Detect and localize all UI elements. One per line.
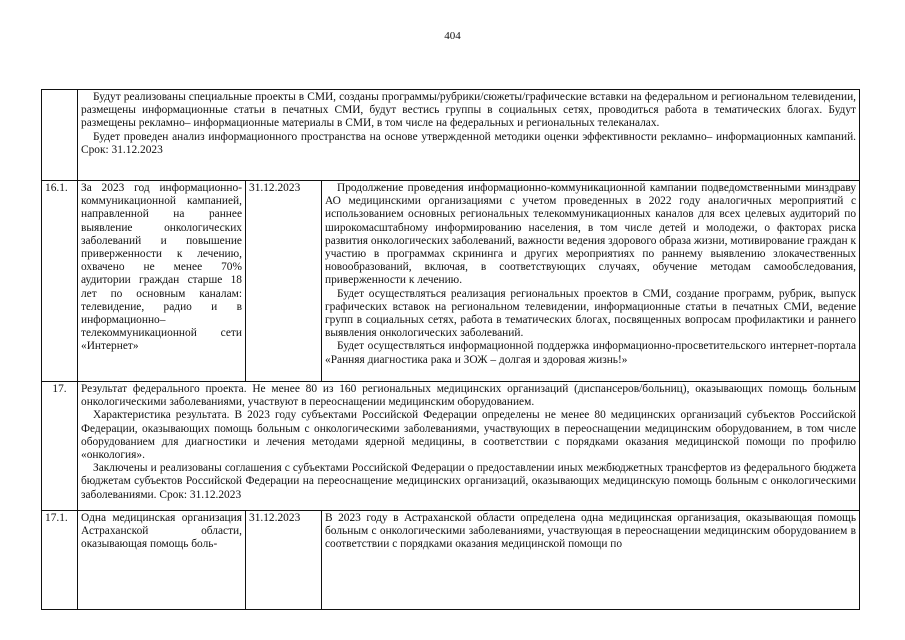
table-row-16-1 xyxy=(42,181,860,382)
row-number: 16.1. xyxy=(42,181,78,382)
measures-table xyxy=(41,89,860,610)
description-paragraph-1: Продолжение проведения информационно-коммуникационной кампании подведомственными минздраву АО медицинскими организациями с учетом проведенных в 2022 году аналогичных мероприятий с использованием основных региональных телекоммуникационных каналов для всех целевых аудиторий по широкомасштабному информированию населения, в том числе детей и молодежи, о факторах риска развития онкологических заболеваний, важности ведения здорового образа жизни, мотивирование граждан к участию в программах скрининга и других мероприятиях по раннему выявлению злокачественных новообразований, включая, в соответствующих случаях, обучение методам самообследования, приверженности к лечению. xyxy=(325,182,857,287)
description-paragraph-3: Будет осуществляться информационной поддержка информационно-просветительского интернет-портала «Ранняя диагностика рака и ЗОЖ – долгая и здоровая жизнь!» xyxy=(325,340,857,366)
table-row-17-1 xyxy=(42,511,860,610)
result-paragraph-1: Результат федерального проекта. Не менее 80 из 160 региональных медицинских организаций (диспансеров/больниц), оказывающих помощь больным онкологическими заболеваниями, участвуют в переоснащении медицинским оборудованием. xyxy=(81,383,857,409)
row-number: 17. xyxy=(42,382,78,511)
row-number-cell-empty xyxy=(42,90,78,181)
description-paragraph-2: Будет осуществляться реализация региональных проектов в СМИ, создание программ, рубрик, выпуск графических вставок на региональном телевидении, информационные статьи в печатных СМИ, ведение групп в социальных сетях, работа в тематических блогах, посвященных вопросам профилактики и раннего выявления онкологических заболеваний. xyxy=(325,287,857,340)
result-paragraph-2: Характеристика результата. В 2023 году субъектами Российской Федерации определены не менее 80 медицинских организаций субъектов Российской Федерации, оказывающих помощь больным с онкологическими заболеваниями, участвующих в переоснащении медицинским оборудованием, в том числе оборудованием для диагностики и лечения методами ядерной медицины, в соответствии с порядками оказания медицинской помощи по профилю «онкология». xyxy=(81,409,857,462)
indicator-text: За 2023 год информационно-коммуникационной кампанией, направленной на раннее выявление онкологических заболеваний и повышение приверженности к лечению, охвачено не менее 70% аудитории граждан старше 18 лет по основным каналам: телевидение, радио и в информационно– телекоммуникационной сети «Интернет» xyxy=(81,182,242,353)
description-paragraph-1: В 2023 году в Астраханской области определена одна медицинская организация, оказывающая помощь больным с онкологическими заболеваниями, участвующая в переоснащении медицинским оборудованием в соответствии с порядками оказания медицинской помощи по xyxy=(325,512,857,551)
indicator-cell xyxy=(78,511,246,610)
result-text-cell xyxy=(78,382,860,511)
continuation-paragraph-1: Будут реализованы специальные проекты в СМИ, созданы программы/рубрики/сюжеты/графические вставки на федеральном и региональном телевидении, размещены информационные статьи в печатных СМИ, будут вестись группы в социальных сетях, проводиться работа в тематических блогах. Будут размещены рекламно– информационные материалы в СМИ, в том числе на федеральных и региональных телеканалах. xyxy=(81,91,857,130)
row-number: 17.1. xyxy=(42,511,78,610)
description-cell xyxy=(322,181,860,382)
result-paragraph-3: Заключены и реализованы соглашения с субъектами Российской Федерации о предоставлении иных межбюджетных трансфертов из федерального бюджета бюджетам субъектов Российской Федерации на переоснащение медицинских организаций, оказывающих медицинскую помощь больным с онкологическими заболеваниями. Срок: 31.12.2023 xyxy=(81,462,857,501)
deadline-date: 31.12.2023 xyxy=(246,181,322,382)
indicator-cell xyxy=(78,181,246,382)
table-row-continuation xyxy=(42,90,860,181)
continuation-paragraph-2: Будет проведен анализ информационного пространства на основе утвержденной методики оценки эффективности рекламно– информационных кампаний. Срок: 31.12.2023 xyxy=(81,130,857,156)
description-cell xyxy=(322,511,860,610)
table-row-17 xyxy=(42,382,860,511)
page-number: 404 xyxy=(444,30,461,42)
continuation-text-cell xyxy=(78,90,860,181)
indicator-text: Одна медицинская организация Астраханской области, оказывающая помощь боль- xyxy=(81,512,242,551)
deadline-date: 31.12.2023 xyxy=(246,511,322,610)
